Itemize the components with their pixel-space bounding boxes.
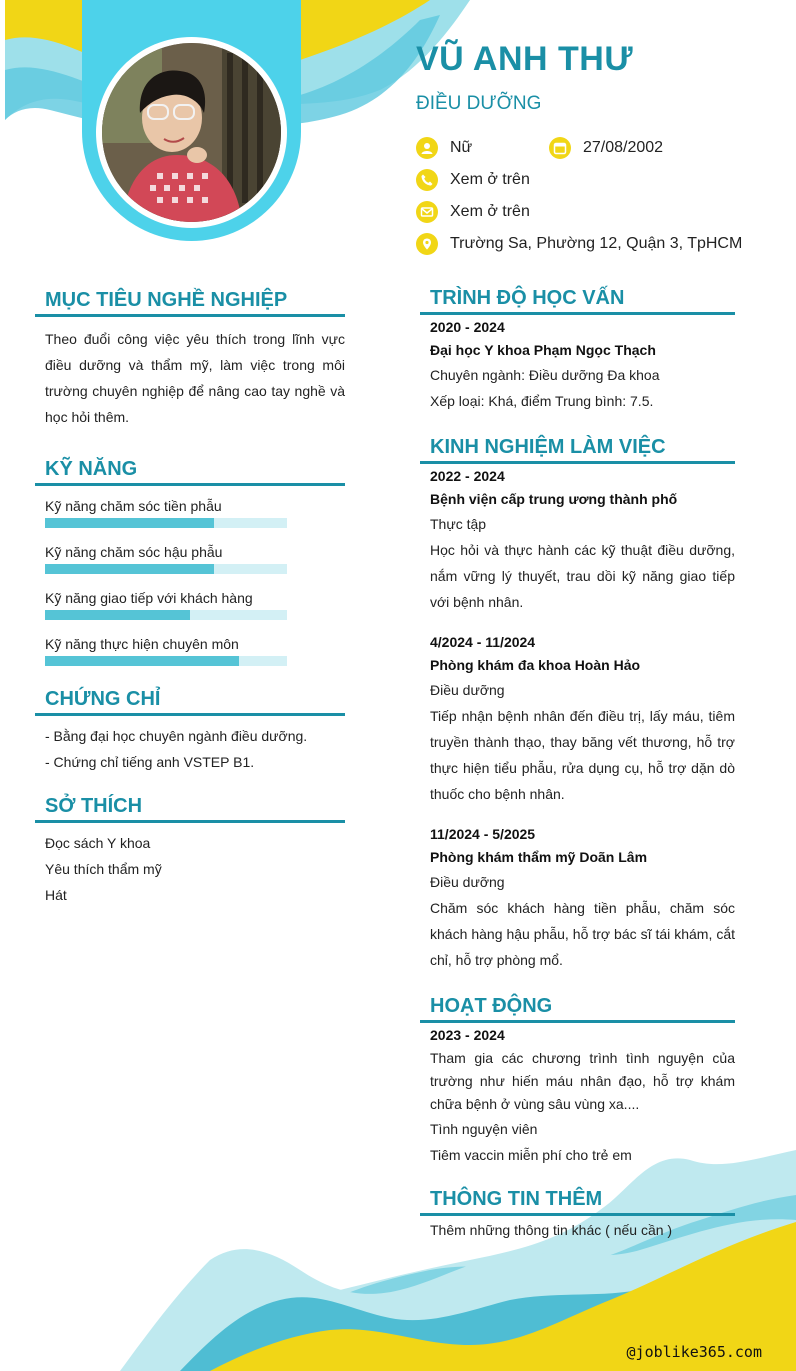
skill-item bbox=[35, 632, 345, 666]
activities-title: HOẠT ĐỘNG bbox=[420, 995, 735, 1023]
education-title: TRÌNH ĐỘ HỌC VẤN bbox=[420, 287, 735, 315]
location-icon bbox=[416, 233, 438, 255]
additional-info-title: THÔNG TIN THÊM bbox=[420, 1188, 735, 1216]
activity-role: Tình nguyện viên bbox=[430, 1121, 538, 1137]
skill-bar-track bbox=[45, 656, 287, 666]
skill-item bbox=[35, 586, 345, 620]
activity-duration: 2023 - 2024 bbox=[430, 1027, 505, 1043]
phone-value[interactable]: Xem ở trên bbox=[450, 171, 530, 188]
gender-value: Nữ bbox=[450, 139, 473, 156]
skill-bar-track bbox=[45, 564, 287, 574]
experience-company: Phòng khám đa khoa Hoàn Hảo bbox=[430, 657, 641, 673]
additional-info-section bbox=[420, 1188, 735, 1243]
education-school: Đại học Y khoa Phạm Ngọc Thạch bbox=[430, 342, 656, 358]
right-column bbox=[420, 287, 735, 1243]
experience-title: KINH NGHIỆM LÀM VIỆC bbox=[420, 436, 735, 464]
education-duration: 2020 - 2024 bbox=[430, 319, 505, 335]
skills-section bbox=[35, 458, 345, 666]
skill-bar-track bbox=[45, 610, 287, 620]
candidate-name: VŨ ANH THƯ bbox=[416, 40, 634, 78]
certificate-item: - Chứng chỉ tiếng anh VSTEP B1. bbox=[45, 754, 255, 770]
skills-title: KỸ NĂNG bbox=[35, 458, 345, 486]
skill-item bbox=[35, 540, 345, 574]
certificate-item: - Bằng đại học chuyên ngành điều dưỡng. bbox=[45, 728, 308, 744]
hobbies-section bbox=[35, 795, 345, 908]
hobby-item: Hát bbox=[45, 887, 67, 903]
experience-position: Thực tập bbox=[430, 516, 487, 532]
certificates-section bbox=[35, 688, 345, 775]
experience-duration: 4/2024 - 11/2024 bbox=[430, 634, 536, 650]
skill-item bbox=[35, 494, 345, 528]
experience-item bbox=[420, 823, 735, 973]
calendar-icon bbox=[549, 137, 571, 159]
mail-icon bbox=[416, 201, 438, 223]
email-row bbox=[416, 201, 530, 223]
experience-description: Chăm sóc khách hàng tiền phẫu, chăm sóc khách hàng hậu phẫu, hỗ trợ bác sĩ tái khám, cắt chỉ, hỗ trợ phòng mổ. bbox=[430, 900, 735, 968]
additional-info-text: Thêm những thông tin khác ( nếu cần ) bbox=[430, 1222, 673, 1238]
experience-section bbox=[420, 436, 735, 973]
career-goal-title: MỤC TIÊU NGHỀ NGHIỆP bbox=[35, 289, 345, 317]
address-value: Trường Sa, Phường 12, Quận 3, TpHCM bbox=[450, 235, 743, 252]
experience-duration: 2022 - 2024 bbox=[430, 468, 505, 484]
skill-bar-fill bbox=[45, 656, 239, 666]
skill-bar-fill bbox=[45, 518, 214, 528]
phone-icon bbox=[416, 169, 438, 191]
activity-detail: Tiêm vaccin miễn phí cho trẻ em bbox=[430, 1147, 632, 1163]
career-goal-section bbox=[35, 289, 345, 430]
skill-name: Kỹ năng giao tiếp với khách hàng bbox=[45, 590, 253, 606]
experience-company: Bệnh viện cấp trung ương thành phố bbox=[430, 491, 678, 507]
skill-name: Kỹ năng thực hiện chuyên môn bbox=[45, 636, 239, 652]
hobby-item: Yêu thích thẩm mỹ bbox=[45, 861, 162, 877]
skill-bar-track bbox=[45, 518, 287, 528]
education-grade: Xếp loại: Khá, điểm Trung bình: 7.5. bbox=[430, 393, 654, 409]
experience-item bbox=[420, 465, 735, 615]
career-goal-text: Theo đuổi công việc yêu thích trong lĩnh vực điều dưỡng và thẩm mỹ, làm việc trong môi trường chuyên nghiệp để nâng cao tay nghề và học hỏi thêm. bbox=[45, 331, 345, 425]
email-value[interactable]: Xem ở trên bbox=[450, 203, 530, 220]
profile-photo bbox=[102, 43, 281, 222]
experience-position: Điều dưỡng bbox=[430, 874, 505, 890]
skill-bar-fill bbox=[45, 610, 190, 620]
activity-description: Tham gia các chương trình tình nguyện của trường như hiến máu nhân đạo, hỗ trợ khám chữa bệnh ở vùng sâu vùng xa.... bbox=[430, 1050, 735, 1112]
address-row bbox=[416, 233, 742, 255]
education-major: Chuyên ngành: Điều dưỡng Đa khoa bbox=[430, 367, 660, 383]
hobbies-title: SỞ THÍCH bbox=[35, 795, 345, 823]
experience-description: Tiếp nhận bệnh nhân đến điều trị, lấy máu, tiêm truyền thành thạo, thay băng vết thương, hỗ trợ thực hiện tiểu phẫu, rửa dụng cụ, hỗ trợ dặn dò thuốc cho bệnh nhân. bbox=[430, 708, 735, 802]
phone-row bbox=[416, 169, 530, 191]
certificates-title: CHỨNG CHỈ bbox=[35, 688, 345, 716]
header bbox=[416, 40, 633, 115]
job-title: ĐIỀU DƯỠNG bbox=[416, 93, 542, 114]
left-column bbox=[35, 289, 345, 908]
experience-duration: 11/2024 - 5/2025 bbox=[430, 826, 536, 842]
skills-list bbox=[35, 494, 345, 666]
watermark[interactable]: @joblike365.com bbox=[626, 1343, 762, 1361]
skill-name: Kỹ năng chăm sóc hậu phẫu bbox=[45, 544, 223, 560]
experience-item bbox=[420, 631, 735, 807]
birthday-value: 27/08/2002 bbox=[583, 139, 664, 156]
experience-company: Phòng khám thẩm mỹ Doãn Lâm bbox=[430, 849, 648, 865]
activities-section bbox=[420, 995, 735, 1168]
experience-position: Điều dưỡng bbox=[430, 682, 505, 698]
experience-description: Học hỏi và thực hành các kỹ thuật điều dưỡng, nắm vững lý thuyết, trau dồi kỹ năng giao tiếp với bệnh nhân. bbox=[430, 542, 735, 610]
skill-bar-fill bbox=[45, 564, 214, 574]
person-icon bbox=[416, 137, 438, 159]
education-section bbox=[420, 287, 735, 414]
gender-row bbox=[416, 137, 472, 159]
hobby-item: Đọc sách Y khoa bbox=[45, 835, 151, 851]
birthday-row bbox=[549, 137, 663, 159]
skill-name: Kỹ năng chăm sóc tiền phẫu bbox=[45, 498, 222, 514]
